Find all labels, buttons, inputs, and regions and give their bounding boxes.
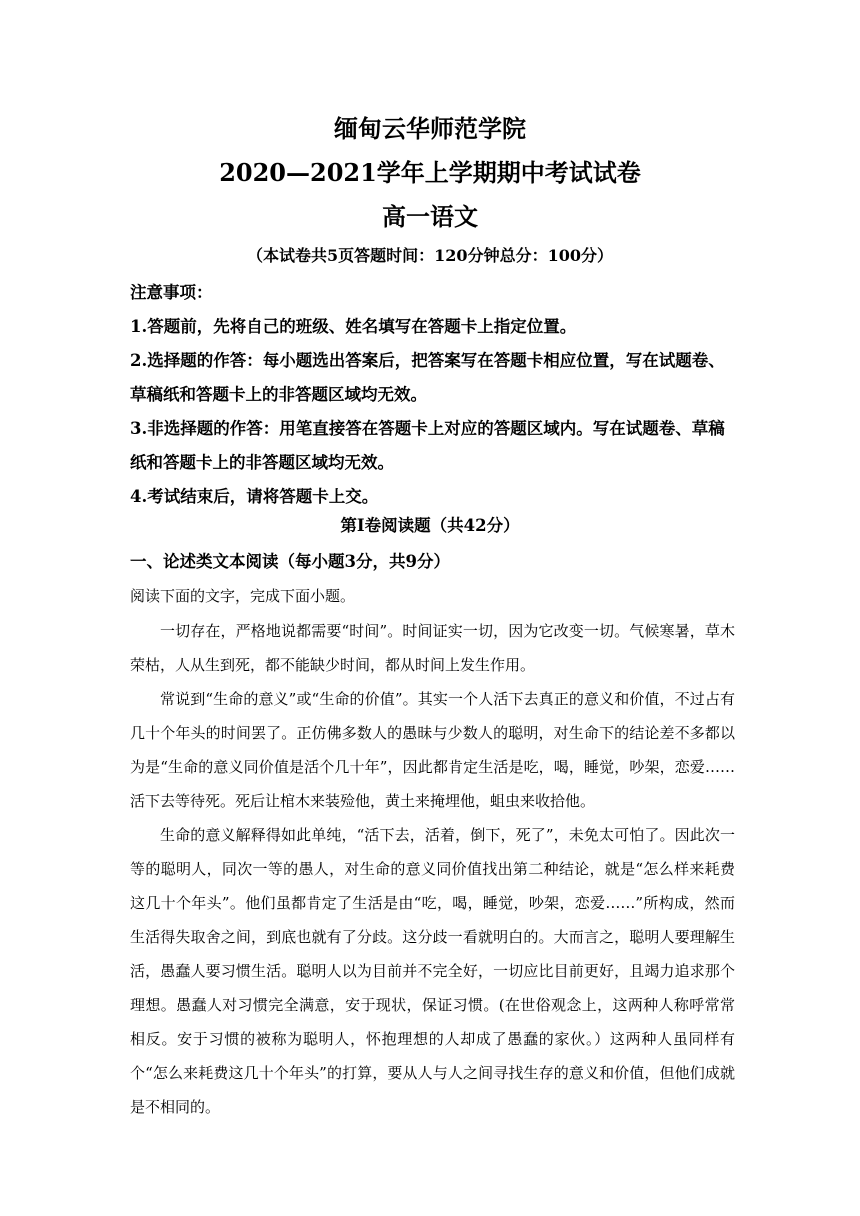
- note-item: 2.选择题的作答：每小题选出答案后，把答案写在答题卡相应位置，写在试题卷、草稿纸和答题卡上的非答题区域均无效。: [130, 351, 725, 404]
- note-item: 1.答题前，先将自己的班级、姓名填写在答题卡上指定位置。: [130, 317, 577, 336]
- passage-paragraph: 常说到“生命的意义”或“生命的价值”。其实一个人活下去真正的意义和价值，不过占有几十个年头的时间罢了。正仿佛多数人的愚昧与少数人的聪明，对生命下的结论差不多都以为是“生命的意义同价值是活个几十年”，因此都肯定生活是吃，喝，睡觉，吵架，恋爱……活下去等待死。死后让棺木来装殓他，黄土来掩埋他，蛆虫来收拾他。: [130, 690, 735, 810]
- notes-title: 注意事项：: [130, 283, 213, 302]
- part-heading: 一、论述类文本阅读（每小题3分，共9分）: [130, 552, 450, 571]
- instruction: 阅读下面的文字，完成下面小题。: [130, 587, 356, 605]
- passage-paragraph: 一切存在，严格地说都需要“时间”。时间证实一切，因为它改变一切。气候寒暑，草木荣枯，人从生到死，都不能缺少时间，都从时间上发生作用。: [130, 622, 735, 674]
- school-name: 缅甸云华师范学院: [334, 114, 526, 143]
- subject-title: 高一语文: [382, 202, 478, 231]
- exam-title: 2020—2021学年上学期期中考试试卷: [219, 158, 641, 187]
- note-item: 3.非选择题的作答：用笔直接答在答题卡上对应的答题区域内。写在试题卷、草稿纸和答题卡上的非答题区域均无效。: [130, 419, 725, 472]
- section-title: 第Ⅰ卷阅读题（共42分）: [340, 516, 520, 535]
- passage-paragraph: 生命的意义解释得如此单纯，“活下去，活着，倒下，死了”，未免太可怕了。因此次一等的聪明人，同次一等的愚人，对生命的意义同价值找出第二种结论，就是“怎么样来耗费这几十个年头”。他们虽都肯定了生活是由“吃，喝，睡觉，吵架，恋爱……”所构成，然而生活得失取舍之间，到底也就有了分歧。这分歧一看就明白的。大而言之，聪明人要理解生活，愚蠢人要习惯生活。聪明人以为目前并不完全好，一切应比目前更好，且竭力追求那个理想。愚蠢人对习惯完全满意，安于现状，保证习惯。(在世俗观念上，这两种人称呼常常相反。安于习惯的被称为聪明人，怀抱理想的人却成了愚蠢的家伙。）这两种人虽同样有个“怎么来耗费这几十个年头”的打算，要从人与人之间寻找生存的意义和价值，但他们成就是不相同的。: [130, 826, 735, 1116]
- exam-info: （本试卷共5页答题时间：120分钟总分：100分）: [247, 246, 613, 265]
- note-item: 4.考试结束后，请将答题卡上交。: [130, 487, 379, 506]
